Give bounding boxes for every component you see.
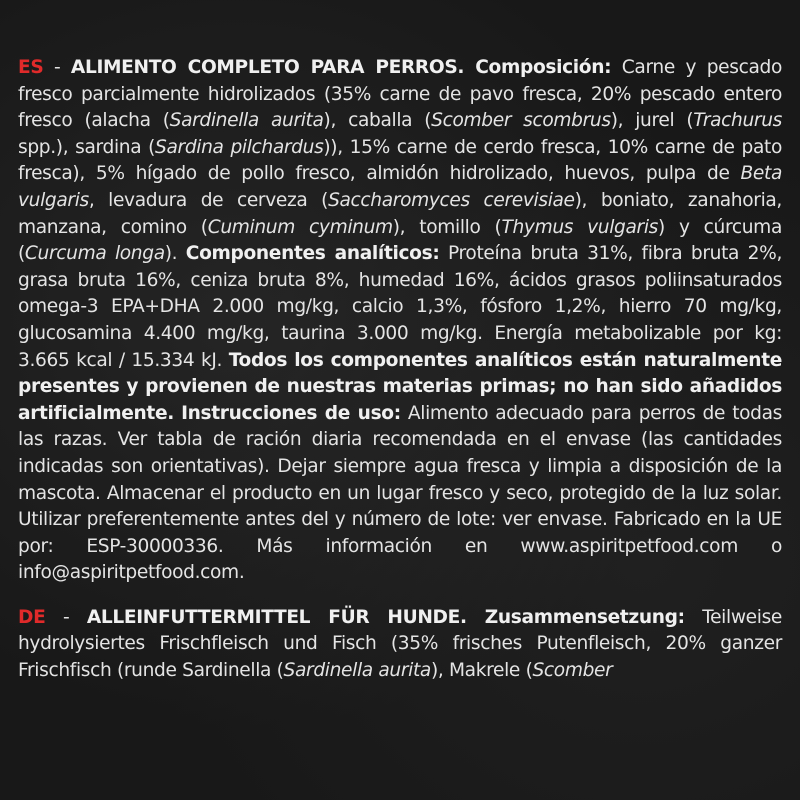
text-run: ). — [164, 243, 186, 265]
text-run: ), tomillo ( — [392, 216, 502, 238]
language-code-es: ES — [18, 57, 44, 78]
text-run: - — [45, 606, 87, 628]
text-run: ), jurel ( — [610, 110, 694, 132]
text-run: ), caballa ( — [323, 110, 432, 132]
bold-text: ALLEINFUTTERMITTEL FÜR HUNDE. Zusammensetzung: — [86, 606, 685, 628]
italic-text: Cuminum cyminum — [207, 216, 393, 238]
bold-text: Todos los componentes analíticos están naturalmente presentes y provienen de nuestras materias primas; no han sido añadidos artificialmente. — [18, 349, 782, 424]
text-run: ), boniato, zanahoria, manzana, comino ( — [18, 189, 782, 238]
italic-text: Scomber scombrus — [431, 110, 611, 132]
text-run: ), Makrele ( — [430, 660, 533, 682]
italic-text: Curcuma longa — [24, 243, 165, 265]
bold-text: ALIMENTO COMPLETO PARA PERROS. Composición: — [70, 57, 612, 78]
text-run: , levadura de cerveza ( — [88, 189, 329, 211]
text-run: - — [43, 57, 71, 78]
language-code-de: DE — [18, 606, 46, 628]
section-de-body — [18, 607, 782, 681]
italic-text: Sardina pilchardus — [155, 136, 324, 158]
italic-text: Saccharomyces cerevisiae — [328, 189, 575, 211]
italic-text: Beta vulgaris — [18, 163, 782, 211]
section-es-body — [18, 57, 782, 583]
text-run: Teilweise hydrolysiertes Frischfleisch und Fisch (35% frisches Putenfleisch, 20% ganzer Frischfisch (runde Sardinella ( — [18, 606, 783, 682]
section-es — [18, 55, 782, 587]
text-run: spp.), sardina ( — [18, 136, 156, 158]
text-run: )), 15% carne de cerdo fresca, 10% carne de pato fresca), 5% hígado de pollo fresco, almidón hidrolizado, huevos, pulpa de — [18, 136, 782, 185]
text-run — [174, 403, 181, 424]
italic-text: Scomber — [532, 660, 613, 682]
italic-text: Sardinella aurita — [283, 660, 431, 682]
text-run: Proteína bruta 31%, fibra bruta 2%, grasa bruta 16%, ceniza bruta 8%, humedad 16%, ácidos grasos poliinsaturados omega-3 EPA+DHA 2.000 mg/kg, calcio 1,3%, fósforo 1,2%, hierro 70 mg/kg, glucosamina 4.400 mg/kg, taurina 3.000 mg/kg. Energía metabolizable por kg: 3.665 kcal / 15.334 kJ. — [18, 243, 783, 371]
italic-text: Thymus vulgaris — [501, 216, 659, 238]
text-run: Carne y pescado fresco parcialmente hidrolizados (35% carne de pavo fresca, 20% pescado entero fresco (alacha ( — [18, 57, 782, 132]
bold-text: Instrucciones de uso: — [181, 402, 401, 424]
italic-text: Sardinella aurita — [169, 110, 324, 132]
label-text-panel — [18, 55, 782, 685]
text-run: ) y cúrcuma ( — [18, 216, 782, 265]
text-run: Alimento adecuado para perros de todas las razas. Ver tabla de ración diaria recomendada en el envase (las cantidades indicadas son orientativas). Dejar siempre agua fresca y limpia a disposición de la mascota. Almacenar el producto en un lugar fresco y seco, protegido de la luz solar. Utilizar preferentemente antes del y número de lote: ver envase. Fabricado en la UE por: ESP-30000336. Más información en www.aspiritpetfood.com o info@aspiritpetfood.com. — [18, 402, 782, 584]
bold-text: Componentes analíticos: — [185, 243, 440, 265]
section-de — [18, 605, 782, 685]
italic-text: Trachurus — [693, 110, 782, 132]
